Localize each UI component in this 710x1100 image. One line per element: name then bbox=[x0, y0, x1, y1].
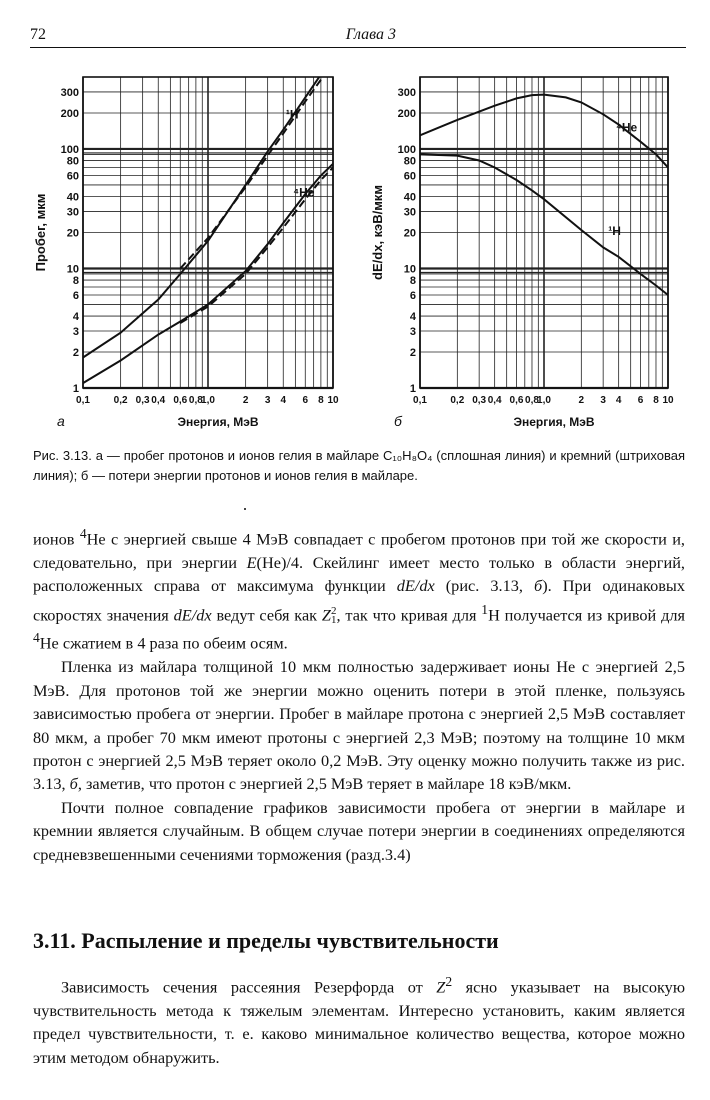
y-tick-label: 2 bbox=[72, 347, 79, 360]
x-tick-label: 0,1 bbox=[413, 395, 427, 406]
figure-caption: Рис. 3.13. а — пробег протонов и ионов гелия в майларе C₁₀H₈O₄ (сплошная линия) и кремний (штриховая линия); б — потери энергии протонов и ионов гелия в майларе. bbox=[33, 448, 685, 483]
y-tick-label: 80 bbox=[66, 155, 79, 168]
y-tick-label: 8 bbox=[409, 275, 416, 288]
y-tick-label: 60 bbox=[403, 170, 416, 183]
y-tick-label: 3 bbox=[72, 325, 79, 338]
print-speck bbox=[244, 508, 246, 510]
chart-panel-b bbox=[370, 77, 674, 429]
y-axis-label: Пробег, мкм bbox=[33, 193, 48, 272]
x-tick-label: 0,8 bbox=[188, 395, 203, 406]
series-line bbox=[180, 80, 321, 269]
page-number: 72 bbox=[30, 26, 46, 43]
paragraph-3: Почти полное совпадение графиков зависимости пробега от энергии в майларе и кремнии является случайным. В общем случае потери энергии в соединениях определяются средневзвешенными сечениями торможения (разд.3.4) bbox=[33, 797, 685, 864]
y-tick-label: 300 bbox=[60, 86, 79, 99]
y-tick-label: 40 bbox=[403, 191, 416, 204]
section-paragraph: Зависимость сечения рассеяния Резерфорда от $Z^2$ ясно указывает на высокую чувствительность метода к тяжелым элементам. Интересно установить, каким является предел чувствительности, т. е. каково минимальное количество вещества, которое можно этим методом обнаружить. bbox=[33, 974, 685, 1067]
y-tick-label: 6 bbox=[72, 289, 79, 302]
x-axis-label: Энергия, МэВ bbox=[177, 415, 259, 429]
x-tick-label: 1,0 bbox=[537, 395, 551, 406]
x-axis-label: Энергия, МэВ bbox=[513, 415, 595, 429]
curve-annotation: ⁴He bbox=[615, 120, 638, 135]
y-tick-label: 100 bbox=[397, 143, 416, 156]
panel-letter: б bbox=[394, 413, 402, 429]
curve-annotation: ¹H bbox=[285, 107, 299, 122]
x-tick-label: 6 bbox=[302, 395, 309, 406]
x-tick-label: 8 bbox=[653, 395, 659, 406]
x-tick-label: 10 bbox=[327, 395, 339, 406]
y-tick-label: 10 bbox=[403, 263, 416, 276]
x-tick-label: 10 bbox=[662, 395, 674, 406]
x-tick-label: 4 bbox=[280, 395, 287, 406]
y-tick-label: 100 bbox=[60, 143, 79, 156]
y-tick-label: 4 bbox=[72, 311, 79, 324]
y-tick-label: 30 bbox=[403, 206, 416, 219]
y-tick-label: 20 bbox=[403, 227, 416, 240]
y-tick-label: 10 bbox=[66, 263, 79, 276]
x-tick-label: 3 bbox=[264, 395, 271, 406]
y-tick-label: 200 bbox=[60, 107, 79, 120]
curve-annotation: ¹H bbox=[608, 224, 621, 239]
x-tick-label: 0,4 bbox=[151, 395, 166, 406]
y-tick-label: 8 bbox=[72, 275, 79, 288]
y-tick-label: 200 bbox=[397, 107, 416, 120]
y-tick-label: 30 bbox=[66, 206, 79, 219]
x-tick-label: 3 bbox=[600, 395, 606, 406]
running-title: Глава 3 bbox=[345, 26, 396, 43]
x-tick-label: 8 bbox=[318, 395, 324, 406]
y-axis-label: dE/dx, кэВ/мкм bbox=[370, 185, 385, 280]
x-tick-label: 0,6 bbox=[509, 395, 524, 406]
x-tick-label: 4 bbox=[615, 395, 622, 406]
x-tick-label: 0,6 bbox=[173, 395, 188, 406]
x-tick-label: 0,2 bbox=[113, 395, 128, 406]
x-tick-label: 0,1 bbox=[76, 395, 90, 406]
y-tick-label: 6 bbox=[409, 289, 416, 302]
y-tick-label: 20 bbox=[66, 227, 79, 240]
y-tick-label: 60 bbox=[66, 170, 79, 183]
chart-panel-a bbox=[33, 56, 339, 429]
x-tick-label: 0,8 bbox=[525, 395, 539, 406]
figure-3-13 bbox=[0, 0, 710, 440]
y-tick-label: 80 bbox=[403, 155, 416, 168]
x-tick-label: 0,2 bbox=[450, 395, 465, 406]
curve-annotation: ⁴He bbox=[293, 185, 315, 200]
x-tick-label: 0,3 bbox=[472, 395, 487, 406]
paragraph-2: Пленка из майлара толщиной 10 мкм полностью задерживает ионы He с энергией 2,5 МэВ. Для протонов той же энергии можно оценить потери в этой пленке, пользуясь зависимостью пробега от энергии. Пробег в майларе протона с энергией 2,5 МэВ составляет 80 мкм, а пробег 70 мкм имеют протоны с энергией 2,3 МэВ; поэтому на толщине 10 мкм протон с энергией 2,5 МэВ теряет около 0,2 МэВ. Эту оценку можно получить также из рис. 3.13, б, заметив, что протон с энергией 2,5 МэВ теряет в майларе 18 кэВ/мкм. bbox=[33, 657, 685, 794]
y-tick-label: 300 bbox=[397, 86, 416, 99]
body-text bbox=[33, 522, 685, 866]
y-tick-label: 2 bbox=[409, 347, 416, 360]
y-tick-label: 40 bbox=[66, 191, 79, 204]
x-tick-label: 2 bbox=[578, 395, 585, 406]
section-heading: 3.11. Распыление и пределы чувствительности bbox=[33, 928, 499, 953]
x-tick-label: 0,4 bbox=[487, 395, 502, 406]
y-tick-label: 4 bbox=[409, 311, 416, 324]
x-tick-label: 1,0 bbox=[201, 395, 215, 406]
y-tick-label: 1 bbox=[72, 383, 79, 395]
panel-letter: а bbox=[57, 413, 65, 429]
y-tick-label: 3 bbox=[409, 325, 416, 338]
x-tick-label: 0,3 bbox=[135, 395, 150, 406]
y-tick-label: 1 bbox=[409, 383, 416, 395]
paragraph-1: ионов $^4$He с энергией свыше 4 МэВ совпадает с пробегом протонов при той же скорости и, следовательно, при энергии E(He)/4. Скейлинг имеет место только в области энергий, расположенных справа от максимума функции dE/dx (рис. 3.13, б). При одинаковых скоростях значения dE/dx ведут себя как Z 2 1 , так что кривая для $^1$H получается из кривой для $^4$He сжатием в 4 раза по обеим осям. bbox=[33, 526, 686, 653]
x-tick-label: 2 bbox=[242, 395, 249, 406]
x-tick-label: 6 bbox=[637, 395, 644, 406]
